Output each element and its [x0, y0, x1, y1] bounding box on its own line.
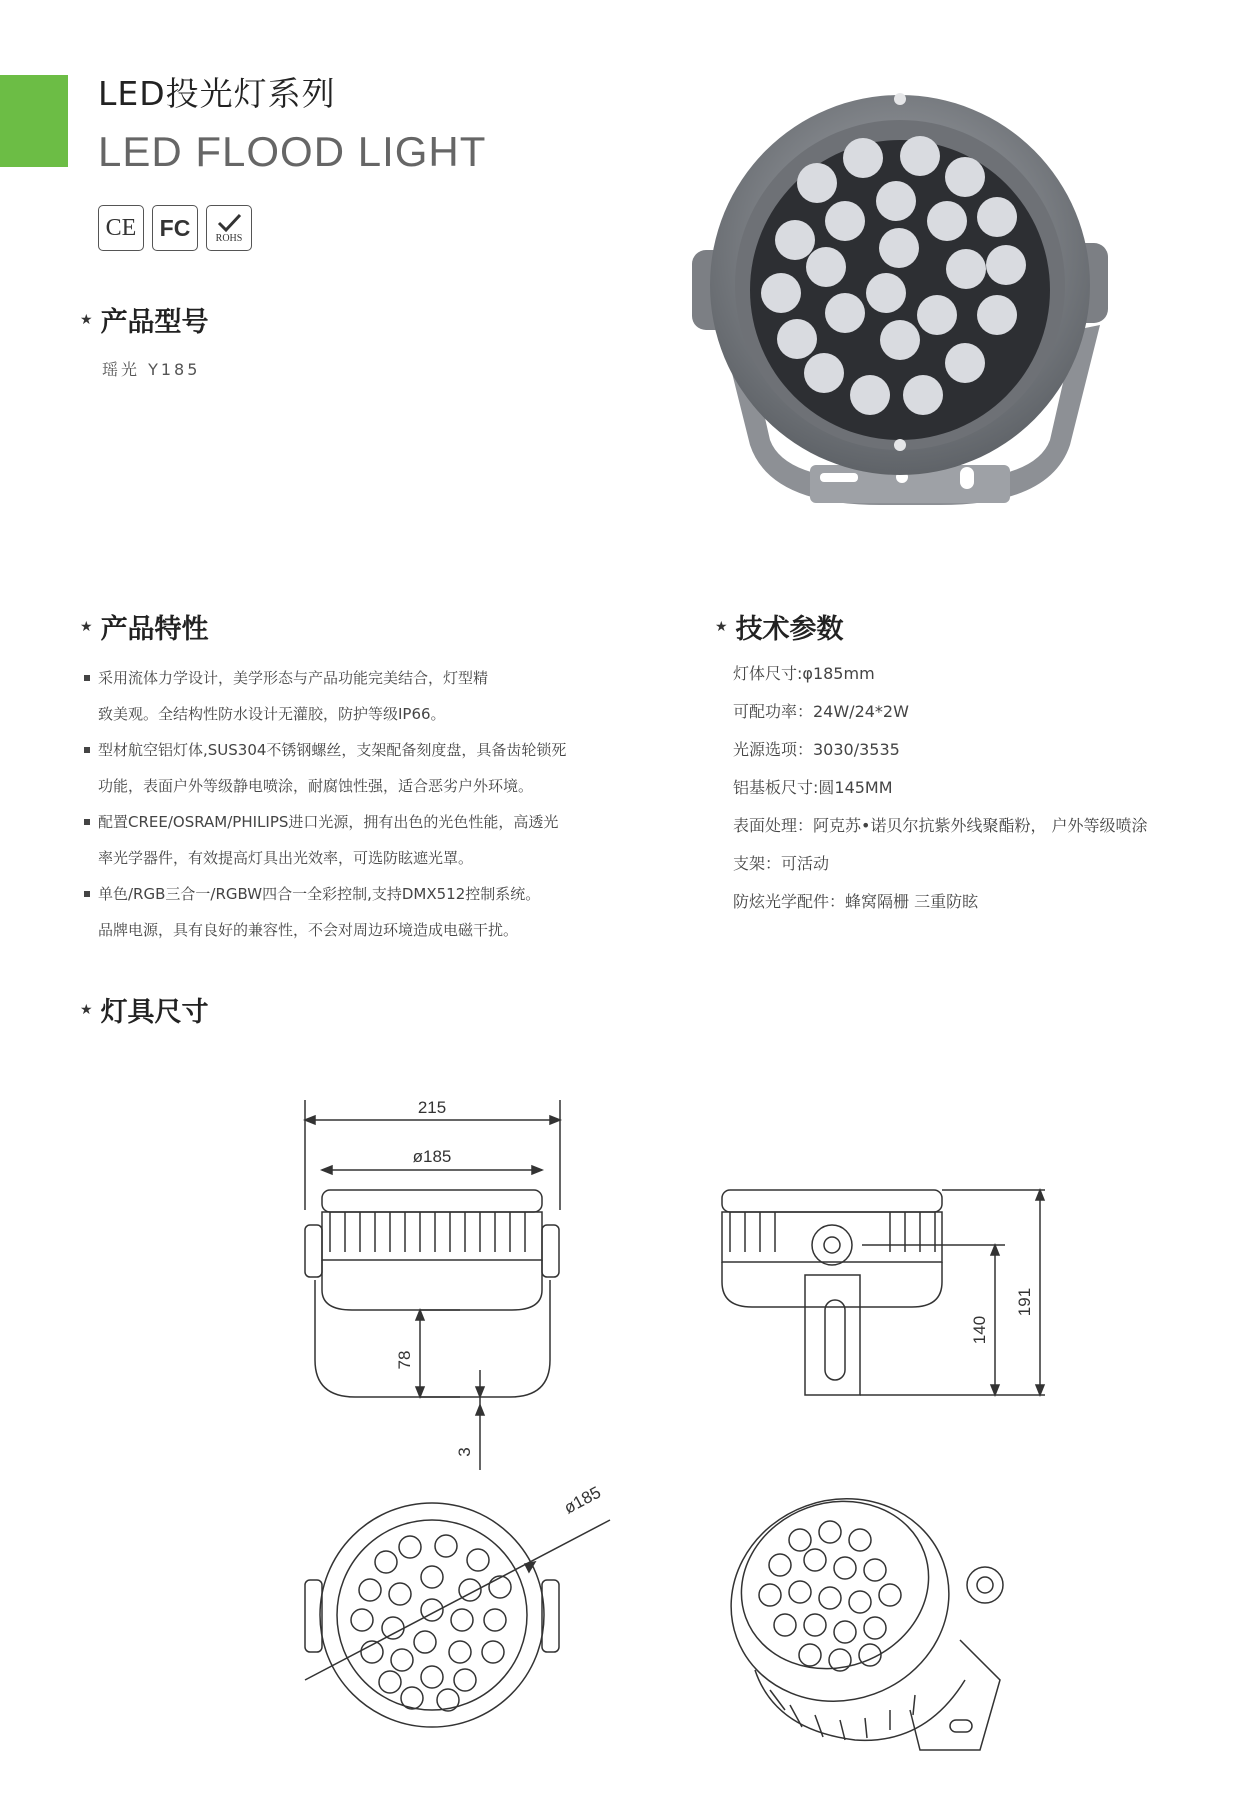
star-icon: ★ [80, 618, 93, 635]
spec-item: 防炫光学配件：蜂窝隔栅 三重防眩 [733, 892, 979, 911]
dimensions-heading [80, 990, 209, 1029]
feature-item [82, 804, 642, 876]
feature-line: 功能，表面户外等级静电喷涂，耐腐蚀性强，适合恶劣户外环境。 [98, 777, 534, 795]
fc-label: FC [159, 214, 191, 241]
ce-label: CE [105, 214, 137, 241]
spec-item: 灯体尺寸:φ185mm [733, 664, 875, 683]
isometric-view [702, 1468, 1003, 1750]
dim-height-total: 191 [1015, 1287, 1034, 1317]
star-icon: ★ [80, 1001, 93, 1018]
title-cn: LED投光灯系列 [98, 74, 336, 113]
fc-mark-icon [152, 205, 198, 251]
feature-item [82, 876, 642, 948]
spec-item: 可配功率：24W/24*2W [733, 702, 909, 721]
specs-heading [715, 607, 844, 646]
dim-height-axis: 140 [970, 1315, 989, 1345]
spec-item: 铝基板尺寸:圆145MM [733, 778, 893, 797]
star-icon: ★ [715, 618, 728, 635]
dim-width-total: 215 [417, 1098, 447, 1117]
dim-diameter: ø185 [412, 1147, 452, 1166]
features-list [82, 660, 642, 948]
rohs-label: ROHS [215, 232, 243, 244]
side-elevation [722, 1190, 1045, 1395]
spec-item: 支架：可活动 [733, 854, 830, 873]
features-heading-text: 产品特性 [100, 614, 209, 645]
ce-mark-icon [98, 205, 144, 251]
dimension-drawings [0, 1080, 1260, 1780]
feature-line: 型材航空铝灯体,SUS304不锈钢螺丝，支架配备刻度盘，具备齿轮锁死 [98, 741, 567, 759]
feature-line: 采用流体力学设计，美学形态与产品功能完美结合，灯型精 [98, 669, 489, 687]
spec-item: 表面处理：阿克苏•诺贝尔抗紫外线聚酯粉， 户外等级喷涂 [733, 816, 1148, 835]
feature-item [82, 660, 642, 732]
specs-list [733, 655, 1148, 921]
feature-line: 率光学器件，有效提高灯具出光效率，可选防眩遮光罩。 [98, 849, 474, 867]
dim-gap: 3 [455, 1447, 474, 1457]
specs-heading-text: 技术参数 [735, 614, 844, 645]
title-en: LED FLOOD LIGHT [98, 128, 487, 175]
check-icon [216, 213, 242, 233]
dim-bracket-height: 78 [395, 1350, 414, 1370]
star-icon: ★ [80, 311, 93, 328]
feature-line: 配置CREE/OSRAM/PHILIPS进口光源，拥有出色的光色性能，高透光 [98, 813, 559, 831]
feature-line: 单色/RGB三合一/RGBW四合一全彩控制,支持DMX512控制系统。 [98, 885, 541, 903]
feature-item [82, 732, 642, 804]
model-heading [80, 300, 209, 339]
accent-tab [0, 75, 68, 167]
feature-line: 品牌电源，具有良好的兼容性，不会对周边环境造成电磁干扰。 [98, 921, 519, 939]
model-value: 瑶光 Y185 [102, 360, 201, 379]
feature-line: 致美观。全结构性防水设计无灌胶，防护等级IP66。 [98, 705, 446, 723]
front-face-view [305, 1503, 610, 1727]
model-heading-text: 产品型号 [100, 307, 209, 338]
features-heading [80, 607, 209, 646]
spec-item: 光源选项：3030/3535 [733, 740, 900, 759]
product-photo [680, 85, 1120, 505]
dim-diameter-front: ø185 [560, 1482, 604, 1518]
dimensions-heading-text: 灯具尺寸 [100, 997, 209, 1028]
rohs-check-icon [206, 205, 252, 251]
